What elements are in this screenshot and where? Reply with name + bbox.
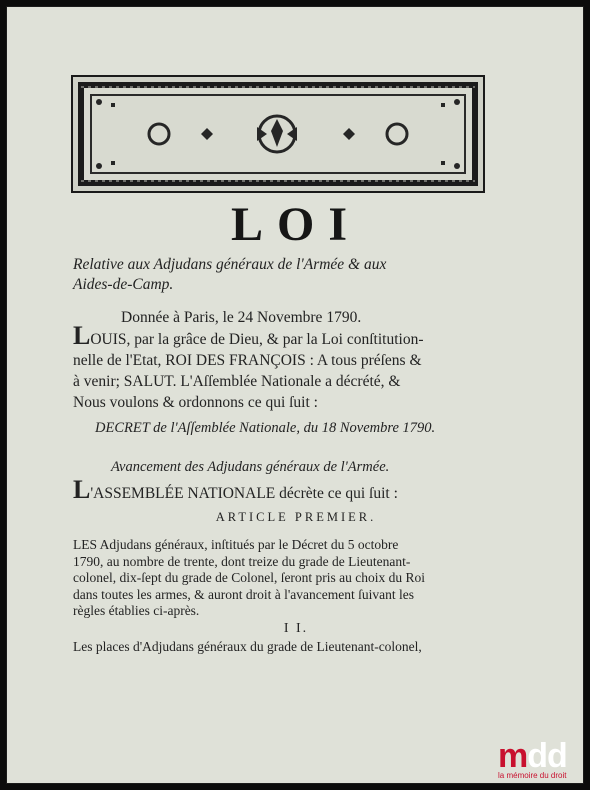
preamble-line-3: à venir; SALUT. L'Aſſemblée Nationale a décrété, & — [73, 373, 401, 390]
subtitle-line-1: Relative aux Adjudans généraux de l'Armée & aux — [73, 256, 387, 273]
drop-cap: L — [73, 321, 91, 350]
paragraph-line-2: 1790, au nombre de trente, dont treize du grade de Lieutenant- — [73, 553, 411, 569]
law-title: LOI — [230, 198, 362, 251]
decorative-header-ornament — [71, 75, 485, 193]
assembly-line — [73, 475, 398, 505]
subtitle-line-2: Aides-de-Camp. — [73, 276, 174, 293]
preamble-line-4: Nous voulons & ordonnons ce qui ſuit : — [73, 394, 318, 411]
preamble-line-2: nelle de l'Etat, ROI DES FRANÇOIS : A tous préſens & — [73, 352, 422, 369]
logo-tagline: la mémoire du droit — [498, 771, 567, 780]
date-given: Donnée à Paris, le 24 Novembre 1790. — [121, 309, 362, 326]
paragraph-line-1: LES Adjudans généraux, inſtitués par le Décret du 5 octobre — [73, 537, 399, 552]
preamble-line-1 — [73, 321, 424, 350]
document-page — [6, 6, 584, 784]
article-heading: ARTICLE PREMIER. — [215, 510, 377, 524]
assembly-drop-cap: L — [73, 475, 91, 504]
last-line: Les places d'Adjudans généraux du grade de Lieutenant-colonel, — [73, 639, 422, 654]
section-heading: Avancement des Adjudans généraux de l'Armée. — [111, 459, 390, 475]
logo-letters: mdd — [498, 737, 567, 775]
preamble — [73, 321, 424, 413]
mdd-watermark-logo — [498, 739, 582, 780]
preamble-line-1-text: OUIS, par la grâce de Dieu, & par la Loi conſtitution- — [90, 331, 424, 348]
article-number: I I. — [283, 621, 309, 636]
assembly-text: 'ASSEMBLÉE NATIONALE décrète ce qui ſuit : — [90, 485, 398, 502]
decree-heading: DECRET de l'Aſſemblée Nationale, du 18 Novembre 1790. — [95, 420, 436, 436]
paragraph-line-3: colonel, dix-ſept du grade de Colonel, ſeront pris au choix du Roi — [73, 570, 426, 585]
paragraph-line-5: règles établies ci-après. — [73, 603, 200, 618]
article-paragraph — [73, 537, 425, 620]
paragraph-line-4: dans toutes les armes, & auront droit à l'avancement ſuivant les — [73, 586, 414, 602]
